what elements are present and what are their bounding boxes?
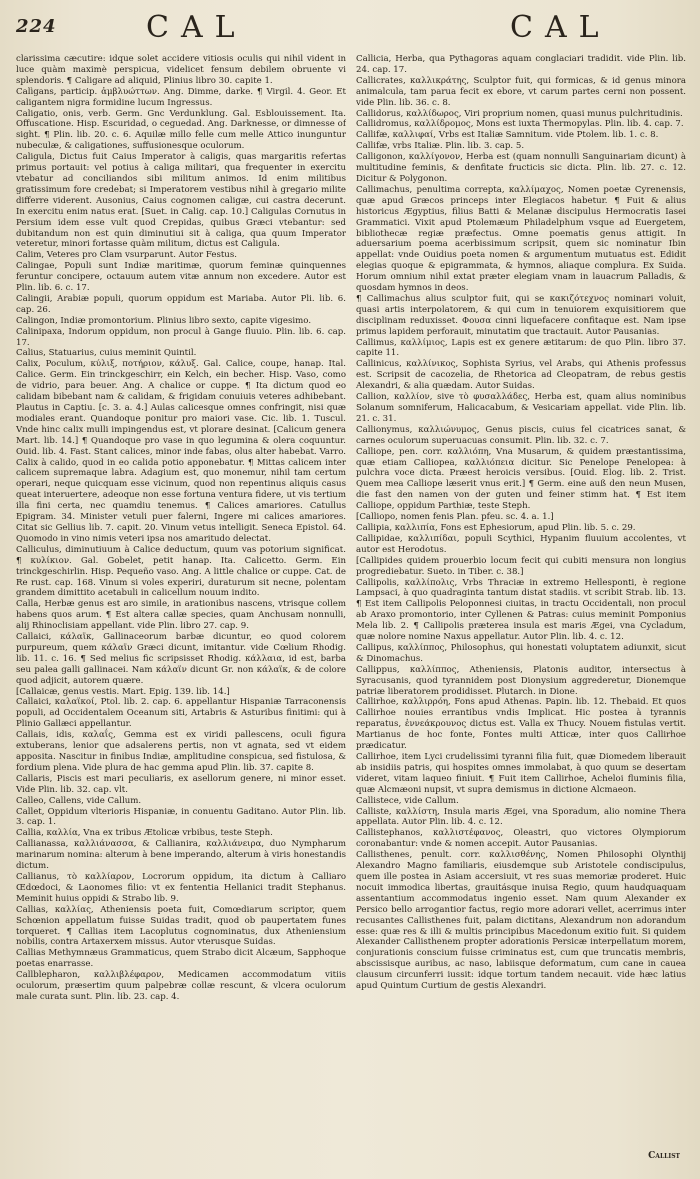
dictionary-entry: Callias, καλλίας, Atheniensis poeta fuit, Comœdiarum scriptor, quem Schœnion appellatum fuisse Suidas tradit, quod ob paupertatem funes torqueret. ¶ Callias item Lacoplutus cognominatus, dux Atheniensium nobilis, contra Artaxerxem missus. Autor vterusque Suidas. <box>16 904 346 948</box>
dictionary-entry: Callblepharon, καλλιβλέφαρον, Medicamen accommodatum vitiis oculorum, præsertim quum palpebræ collæ rescunt, & vlcera oculorum male curata sunt. Plin. lib. 23. cap. 4. <box>16 970 346 1002</box>
dictionary-entry: Callaici, καλαϊκοί, Ptol. lib. 2. cap. 6. appellantur Hispaniæ Tarraconensis populi, ad Occidentalem Oceanum siti, Artabris & Asturibus finitimi: qui à Plinio Gallæci appellantur. <box>16 697 346 730</box>
dictionary-entry: Calix, Poculum, κύλιξ, ποτήριον, κάλυξ. Gal. Calice, coupe, hanap. Ital. Calice. Germ. Ein trinckgeschirr, ein Kelch, ein becher. Hisp. Vaso, como de vidrio, para beuer. Ang. A chalice or cuppe. ¶ Ita dictum quod eo calidam bibebant nam & calidam, & frigidam conuiuis veteres adhibebant. Plautus in Captiu. [c. 3. a. 4.] Aulas calicesque omnes confringit, nisi quæ modiales erant. Quandoque ponitur pro maiori vase. Cic. lib. 1. Tuscul. Vnde hinc calix mulli impingendus est, vt plorare desinat. [Calicum genera Mart. lib. 14.] ¶ Quandoque pro vase in quo legumina & olera coquuntur. Ouid. lib. 4. Fast. Stant calices, minor inde fabas, olus alter habebat. Varro. Calix à calido, quod in eo calida potio apponebatur. ¶ Mittas calicem inter calicem supremaque labra. Adagium est, quo monemur, nihil tam certum operari, neque quicquam esse vicinum, quod non repentinus aliquis casus queat interuertere, adeoque non esse fortuna ventura fidere, ut vis tertium illa fini certa, nec quamdiu tenemus. ¶ Calices amariores. Catullus Epigram. 34. Minister vetuli puer falerni, Ingere mi calices amariores. Citat sic Gellius lib. 7. capit. 20. Vinum vetus intelligit. Seneca Epistol. 64. Quomodo in vino nimis veteri ipsa nos amaritudo delectat. <box>16 359 346 544</box>
dictionary-entry: ¶ Callimachus alius sculptor fuit, qui se κακιζότεχνος nominari voluit, quasi artis interpolatorem, & qui cum in tenuiorem exquisitiorem que disciplinam reduxisset. Φουσα cinni liquefacere confitaque est. Nam ipse primus lapidem perforauit, minutatim que tractauit. Autor Pausanias. <box>356 293 686 337</box>
dictionary-entry: Callion, καλλίον, sive τὸ φυσαλλάδες, Herba est, quam alius nominibus Solanum somniferum, Halicacabum, & Vesicariam appellat. vide Plin. lib. 21. c. 31. <box>356 392 686 424</box>
running-head-right: CAL <box>510 10 611 45</box>
dictionary-entry: Callipolis, καλλίπολις, Vrbs Thraciæ in extremo Hellesponti, è regione Lampsaci, à quo quadraginta tantum distat stadiis. vt scribit Strab. lib. 13. ¶ Est item Callipolis Peloponnesi ciuitas, in tractu Occidentali, non procul ab Araxo promontorio, inter Cyllenen & Patras: cuius meminit Pomponius Mela lib. 2. ¶ Callipolis præterea insula est maris Ægei, vna Cycladum, quæ nolore nomine Naxus appellatur. Autor Plin. lib. 4. c. 12. <box>356 577 686 643</box>
left-column <box>16 54 346 1159</box>
dictionary-entry: [Calliopo, nomen fenis Plan. pfeu. sc. 4. a. 1.] <box>356 512 554 523</box>
dictionary-entry: Caligatio, onis, verb. Germ. Gnc Verdunklung. Gal. Esblouissement. Ita. Offuscatione. Hisp. Escuridad, o ceguedad. Ang. Darknesse, or dimnesse of sight. ¶ Plin. lib. 20. c. 6. Aquilæ millo felle cum melle Attico inunguntur nubeculæ, & caligationes, suffusionesque oculorum. <box>16 108 346 152</box>
dictionary-entry: Calìgans, particip. ἀμβλυώττων. Ang. Dimme, darke. ¶ Virgil. 4. Geor. Et caligantem nigra formidine lucum Ingressus. <box>16 86 346 108</box>
dictionary-entry: Callicrates, καλλικράτης, Sculptor fuit, qui formicas, & id genus minora animalcula, tam parua fecit ex ebore, vt carum partes cerni non possent. vide Plin. lib. 36. c. 8. <box>356 75 686 108</box>
dictionary-entry: clarissima cæcutire: idque solet accidere vitiosis oculis qui nihil vident in luce quàm maximè perspicua, videlicet fensum debilem obruente vi splendoris. ¶ Caligare ad aliquid, Plinius libro 30. capite 1. <box>16 54 346 86</box>
dictionary-entry: Calligonon, καλλίγονον, Herba est (quam nonnulli Sanguinariam dicunt) à multitudine feminis, & denfitate fructicis sic dicta. Plin. lib. 27. c. 12. Dicitur & Polygonon. <box>356 152 686 184</box>
dictionary-entry: Callirhoe, item Lyci crudelissimi tyranni filia fuit, quæ Diomedem liberauit ab insidiis patris, qui hospites omnes immolabat, à quo quum se desertam videret, vitam laqueo finiuit. ¶ Fuit item Callirhoe, Acheloi fluminis filia, quæ Alcmæoni nupsit, vt supra demismus in dictione Alcmaeon. <box>356 752 686 795</box>
dictionary-entry: Callidorus, καλλίδωρος, Viri proprium nomen, quasi munus pulchritudinis. <box>356 108 683 119</box>
page-number: 224 <box>16 16 57 37</box>
dictionary-entry: Callifæ, καλλιφαί, Vrbs est Italiæ Samnitum. vide Ptolem. lib. 1. c. 8. <box>356 130 659 141</box>
dictionary-entry: Callipia, καλλιπία, Fons est Ephesiorum, apud Plin. lib. 5. c. 29. <box>356 522 636 533</box>
dictionary-entry: Callia, καλλία, Vna ex tribus Ætolicæ vrbibus, teste Steph. <box>16 828 273 839</box>
dictionary-entry: Callianus, τὸ καλλίαρον, Locrorum oppidum, ita dictum à Calliaro Œdœdoci, & Laonomes filio: vt ex fententia Hellanici tradit Stephanus. Meminit huius oppidi & Strabo lib. 9. <box>16 871 346 904</box>
page-header <box>16 8 686 54</box>
dictionary-entry: Callet, Oppidum vlterioris Hispaniæ, in conuentu Gaditano. Autor Plin. lib. 3. cap. 1. <box>16 806 346 828</box>
dictionary-entry: Calla, Herbæ genus est aro simile, in arationibus nascens, vtrisque collem habens quos arum. ¶ Est altera callæ species, quam Anchusam nonnulli, alij Rhinoclisiam appellant. vide Plin. libro 27. cap. 9. <box>16 599 346 632</box>
dictionary-entry: Callinicus, καλλίνικος, Sophista Syrius, vel Arabs, qui Athenis professus est. Scripsit de cacozelia, de Rhetorica ad Cleopatram, de rebus gestis Alexandri, & alia quædam. Autor Suidas. <box>356 359 686 392</box>
dictionary-entry: Callipus, καλλίππος, Philosophus, qui honestati voluptatem adiunxit, sicut & Dinomachus. <box>356 642 686 664</box>
dictionary-entry: Calleo, Callens, vide Callum. <box>16 795 142 806</box>
dictionary-entry: Calinipaxa, Indorum oppidum, non procul à Gange fluuio. Plin. lib. 6. cap. 17. <box>16 326 346 348</box>
dictionary-entry: Callais, idis, καλαΐς, Gemma est ex viridi pallescens, oculi figura extuberans, lenior que adsalerens pertis, non vt agnata, sed vt eidem apposita. Nascitur in finibus Indiæ, amplitudine conspicua, sed fistulosa, & fordium plena. Vide plura de hac gemma apud Plin. lib. 37. capite 8. <box>16 730 346 773</box>
dictionary-entry: Calliste, καλλίστη, Insula maris Ægei, vna Sporadum, alio nomine Thera appellata. Autor Plin. lib. 4. c. 12. <box>356 806 686 828</box>
dictionary-entry: Callaici, κάλαϊκ, Gallinaceorum barbæ dicuntur, eo quod colorem purpureum, quem κάλαϊν Græci dicunt, imitantur. vide Cœlium Rhodig. lib. 11. c. 16. ¶ Sed melius fic scripsisset Rhodig. κάλλαια, id est, barba seu palea galli gallinacei. Nam κάλαϊν dicunt Gr. non κάλαϊκ, & de colore quod adjicit, autorem quære. <box>16 632 346 686</box>
dictionary-entry: Calingon, Indiæ promontorium. Plinius libro sexto, capite vigesimo. <box>16 315 312 326</box>
running-head-left: CAL <box>146 10 247 45</box>
dictionary-entry: Callaris, Piscis est mari peculiaris, ex asellorum genere, ni minor esset. Vide Plin. lib. 32. cap. vlt. <box>16 773 346 795</box>
catchword: Callist <box>648 1151 680 1161</box>
dictionary-entry: Calliope, pen. corr. καλλιόπη, Vna Musarum, & quidem præstantissima, quæ etiam Calliopea, καλλιόπεια dicitur. Sic Penelope Penelopea: à pulchra voce dicta. Præest heroicis versibus. [Ouid. Elog. lib. 2. Trist. Quem mea Calliope læserit vnus erit.] ¶ Germ. eine auß den neun Musen, die fast den namen von der guten und feiner stimm hat. ¶ Est item Calliope, oppidum Parthiæ, teste Steph. <box>356 446 686 512</box>
two-column-body <box>16 54 686 1159</box>
dictionary-entry: Callianassa, καλλιάνασσα, & Callianira, καλλιάνειρα, duo Nympharum marinarum nomina: alterum à bene imperando, alterum à viris honestandis dictum. <box>16 839 346 872</box>
dictionary-entry: Callistece, vide Callum. <box>356 795 459 806</box>
dictionary-entry: Calius, Statuarius, cuius meminit Quintil. <box>16 348 197 359</box>
dictionary-entry: Calingii, Arabiæ populi, quorum oppidum est Mariaba. Autor Pli. lib. 6. cap. 26. <box>16 293 346 315</box>
dictionary-entry: Callionymus, καλλιώνυμος, Genus piscis, cuius fel cicatrices sanat, & carnes oculorum superuacuas consumit. Plin. lib. 32. c. 7. <box>356 424 686 446</box>
dictionary-entry: Calliculus, diminutiuum à Calice deductum, quum vas potorium significat. ¶ κυλίκιον. Gal. Gobelet, petit hanap. Ita. Calicetto. Germ. Ein trinckgeschirlin. Hisp. Pequeño vaso. Ang. A little chalice or cuppe. Cat. de Re rust. cap. 168. Vinum si voles experiri, duraturum sit necne, polentam grandem dimittito acetabuli in calicellum nouum indito. <box>16 544 346 599</box>
dictionary-entry: Callias Methymnæus Grammaticus, quem Strabo dicit Alcæum, Sapphoque poetas enarrasse. <box>16 948 346 970</box>
dictionary-entry: Callimus, καλλίμιος, Lapis est ex genere ætitarum: de quo Plin. libro 37. capite 11. <box>356 337 686 359</box>
dictionary-entry: Callistephanos, καλλιστέφανος, Oleastri, quo victores Olympiorum coronabantur: vnde & nomen accepit. Autor Pausanias. <box>356 828 686 850</box>
right-column <box>356 54 686 1159</box>
dictionary-entry: Callirhoe, καλλιρρόη, Fons apud Athenas. Papin. lib. 12. Thebaid. Et quos Callirhoe nouies errantibus vndis Implicat. Hic postea à tyrannis reparatus, ἐννεάκρουνος dictus est. Valla ex Thucy. Nouem fistulas vertit. Martianus de hoc fonte, Fontes multi Atticæ, inter quos Callirhoe prædicatur. <box>356 697 686 752</box>
dictionary-entry: Callippus, καλλίππος, Atheniensis, Platonis auditor, intersectus à Syracusanis, quod tyrannidem post Dionysium aggrederetur, Dionemque patriæ liberatorem prodidisset. Plutarch. in Dione. <box>356 664 686 697</box>
dictionary-entry: Callipidae, καλλιπίδαι, populi Scythici, Hypanim fluuium accolentes, vt autor est Herodotus. <box>356 533 686 555</box>
dictionary-entry: Callisthenes, penult. corr. καλλισθένης, Nomen Philosophi Olynthij Alexandro Magno familiaris, eiusdemque sub Aristotele condiscipulus, quem ille postea in Asiam accersiuit, vt res suas memoriæ proderet. Huic nocuit immodica libertas, grauitásque inuisa Regio, quum haudquaquam assentantium accommodatus ingenio esset. Nam quum Alexander ex Persico bello arrogantior factus, regio more adorari vellet, acerrimus inter recusantes Callisthenes fuit, palam dictitans, Alexandrum non adorandum esse: quæ res & illi & multis principibus Macedonum exitio fuit. Si quidem Alexander Callisthenem propter adorationis Persicæ interpellatum morem, conjurationis conscium fuisse criminatus est, cum que truncatis membris, abscissisque auribus, ac naso, labiisque deformatum, cum cane in cauea clausum circunferri iussit: idque tortum tandem necauit. vide hæc latius apud Quintum Curtium de gestis Alexandri. <box>356 850 686 992</box>
dictionary-entry: Callicia, Herba, qua Pythagoras aquam conglaciari tradidit. vide Plin. lib. 24. cap. 17. <box>356 54 686 75</box>
dictionary-entry: [Callaicæ, genus vestis. Mart. Epig. 139. lib. 14.] <box>16 686 230 697</box>
dictionary-entry: [Callipides quidem prouerbio locum fecit qui cubiti mensura non longius progrediebatur. Sueto. in Tiber. c. 38.] <box>356 555 686 577</box>
dictionary-entry: Callidromus, καλλίδρομος, Mons est iuxta Thermopylas. Plin. lib. 4. cap. 7. <box>356 119 684 130</box>
dictionary-entry: Calim, Veteres pro Clam vsurparunt. Autor Festus. <box>16 250 237 261</box>
dictionary-entry: Callifæ, vrbs Italiæ. Plin. lib. 3. cap. 5. <box>356 141 525 152</box>
dictionary-entry: Calingae, Populi sunt Indiæ maritimæ, quorum feminæ quinquennes feruntur concipere, octauum autem vitæ annum non excedere. Autor est Plin. lib. 6. c. 17. <box>16 261 346 294</box>
dictionary-entry: Caligula, Dictus fuit Caius Imperator à caligis, quas margaritis refertas primus portauit: vel potius à caliga militari, qua frequenter in exercitu vtebatur ad conciliandos sibi militum animos. Id enim militibus gratissimum fore credebat; si Imperatorem vestibus nihil à gregario milite differre viderent. Ausonius, Caius cognomen caligæ, cui castra decerunt. In exercitu enim natus erat. [Suet. in Calig. cap. 10.] Caligulas Cornutus in Persium idem esse vult quod Crepidas, quibus Græci vtebantur: sed dubitandum non est quin diminutiui sit à caliga, qua quum Imperator veteretur, minori fortasse quàm militum, dictus est Caligula. <box>16 152 346 250</box>
dictionary-entry: Callimachus, penultima correpta, καλλίμαχος, Nomen poetæ Cyrenensis, quæ apud Græcos princeps inter Elegiacos habetur. ¶ Fuit & alius historicus Ægyptius, filius Batti & Melanæ discipulus Hermocratis Iasei Grammatici. Vixit apud Ptolemæum Philadelphum vsque ad Euergetem, bibliothecæ regiæ præfectus. Omne poematis genus attigit. In aduersarium poema acerbissimum scripsit, quem sic nominatur Ibin appellat: vnde Ouidius poeta nomen & argumentum mutuatus est. Edidit elegias quoque & epigrammata, & hymnos, aliaque complura. Ex Suida. Horum omnium nihil extat præter elegiam vnam in lauacrum Palladis, & quosdam hymnos in deos. <box>356 184 686 294</box>
